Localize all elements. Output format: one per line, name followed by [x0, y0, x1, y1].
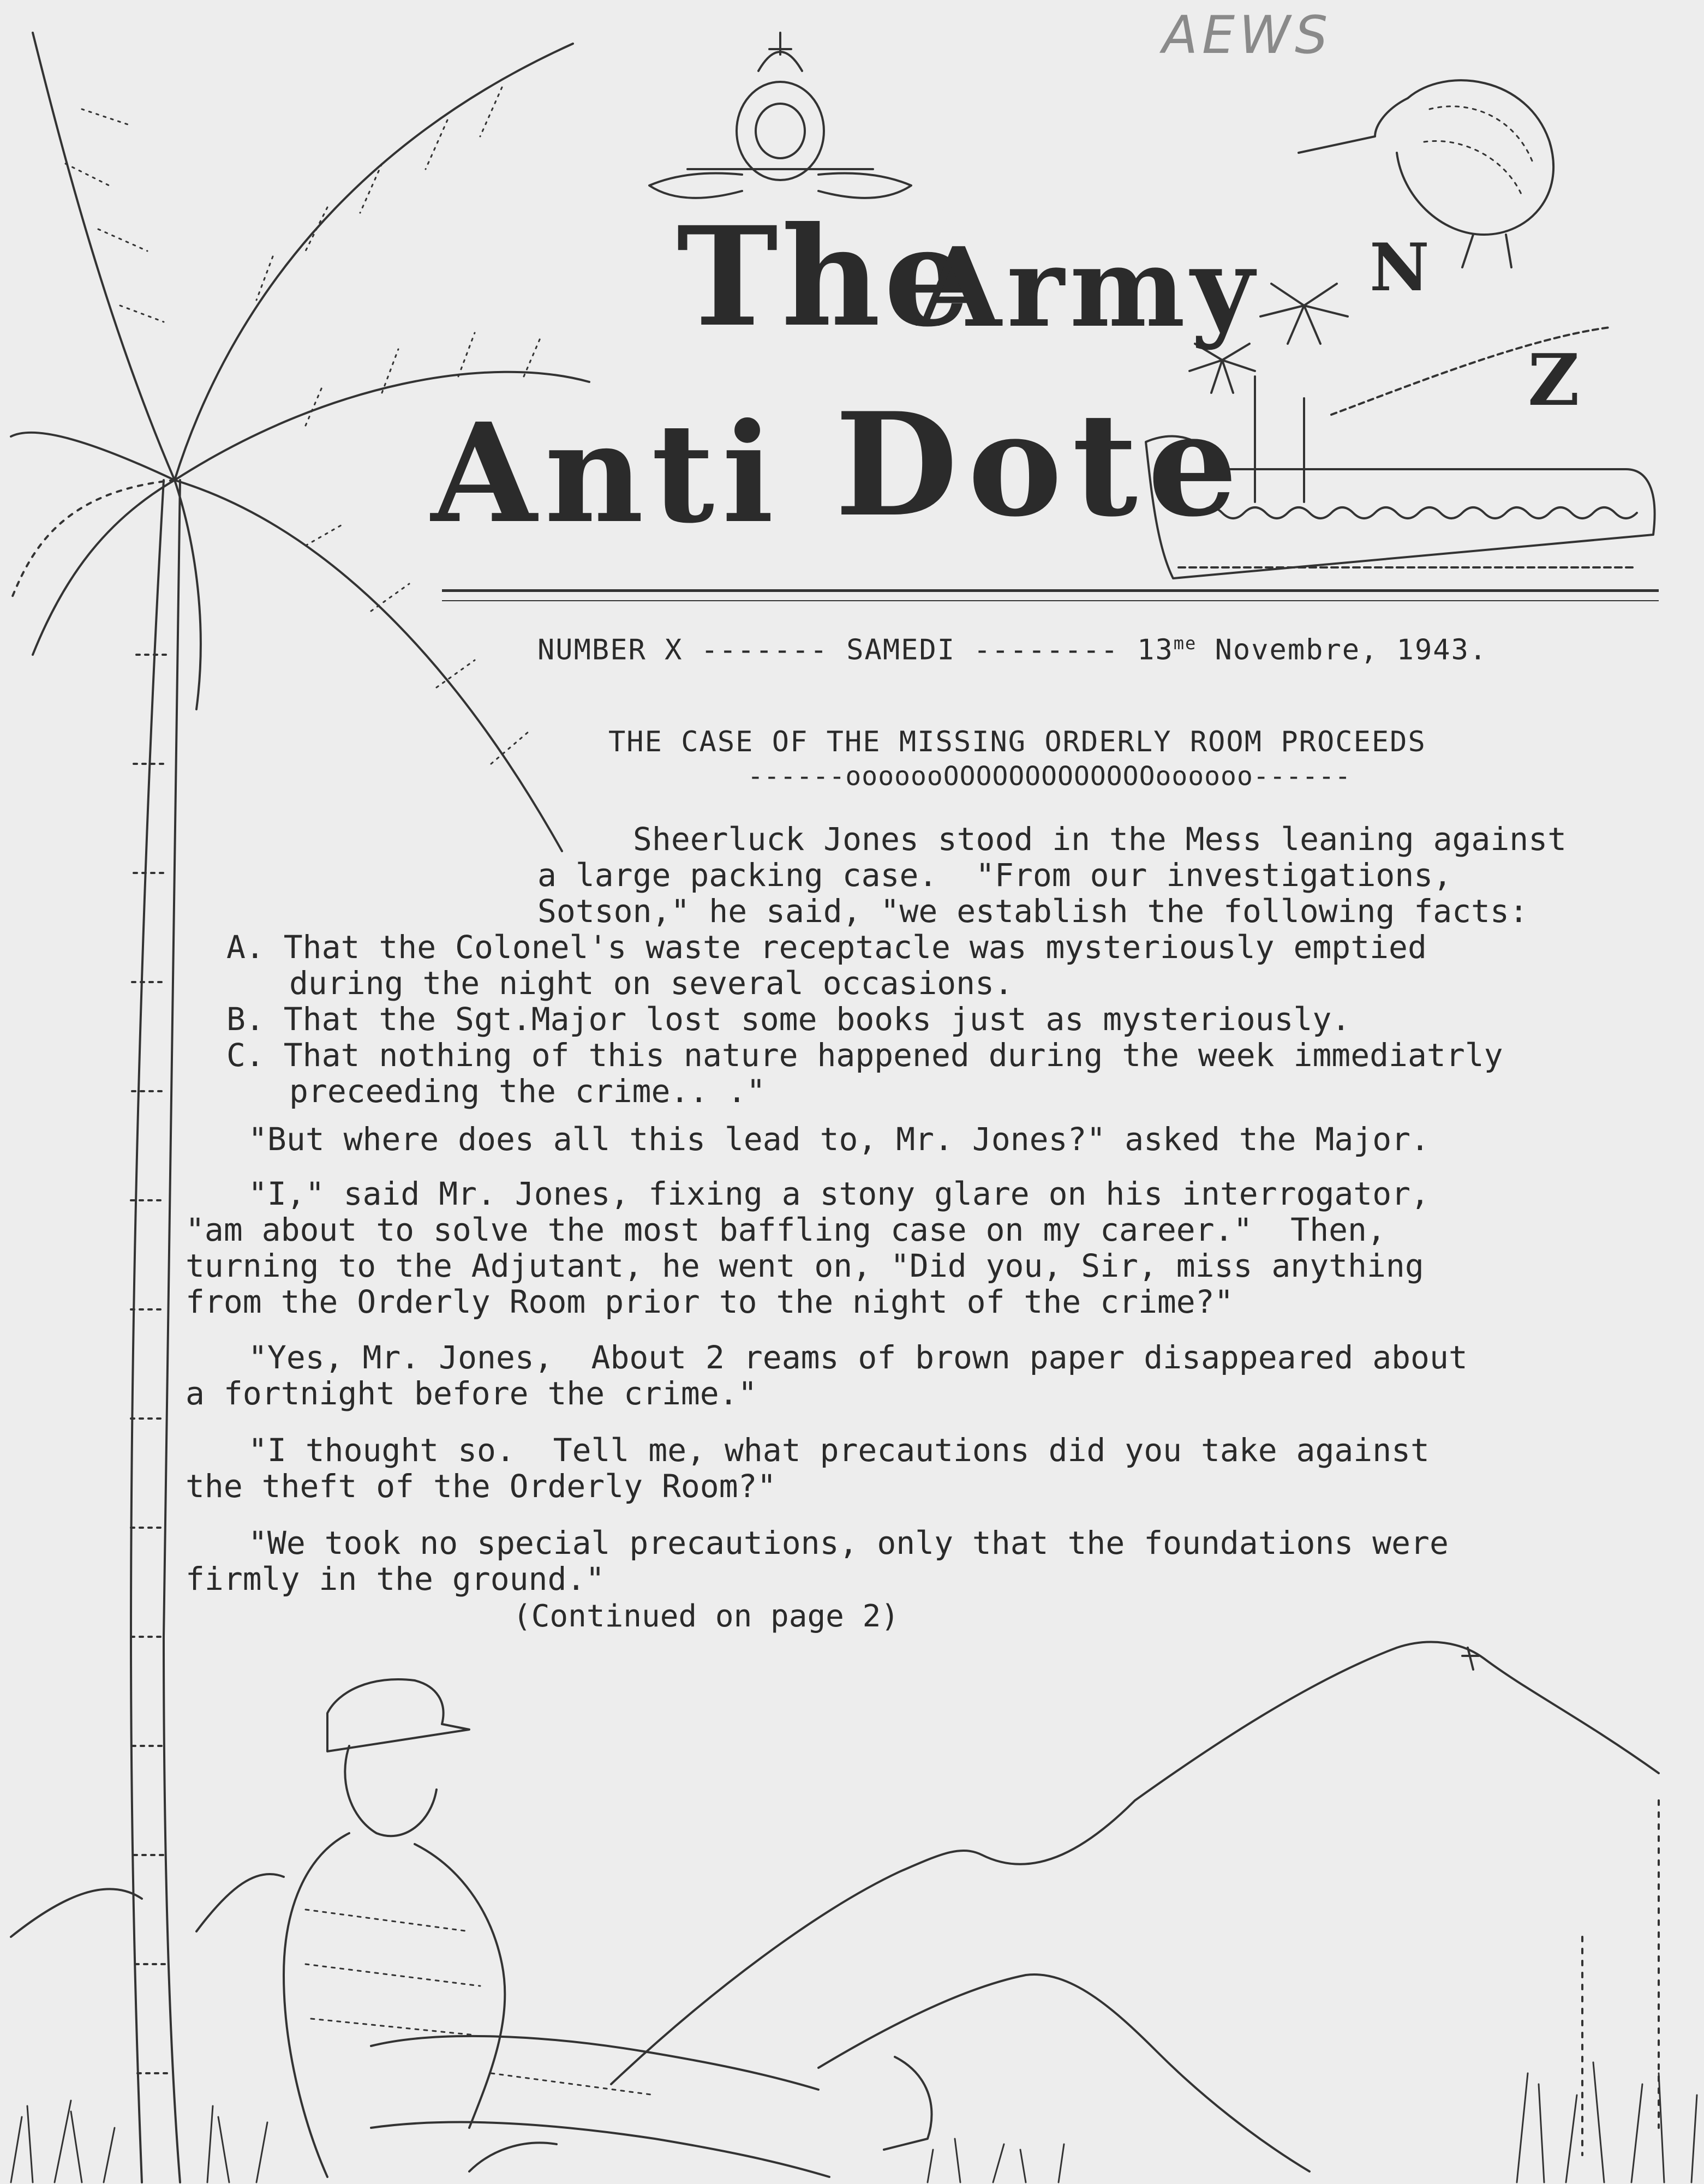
issue-number: NUMBER X	[537, 633, 683, 667]
handwritten-annotation: AEWS	[1162, 5, 1332, 65]
text-line: C. That nothing of this nature happened during the week immediatrly	[226, 1037, 1503, 1074]
issue-date-suffix: me	[1173, 633, 1197, 654]
text-line: during the night on several occasions.	[289, 965, 1013, 1002]
text-line: Sheerluck Jones stood in the Mess leaning against	[633, 821, 1567, 858]
masthead-the: The	[677, 196, 974, 357]
issue-date-day: 13	[1137, 633, 1174, 667]
text-line: B. That the Sgt.Major lost some books just as mysteriously.	[226, 1001, 1351, 1038]
masthead-n: N	[1370, 229, 1430, 306]
text-line: "am about to solve the most baffling case on my career." Then,	[186, 1211, 1386, 1248]
regimental-crest-icon	[649, 33, 911, 198]
text-line: "I," said Mr. Jones, fixing a stony glare on his interrogator,	[248, 1175, 1430, 1212]
continued-note: (Continued on page 2)	[513, 1599, 900, 1634]
text-line: "Yes, Mr. Jones, About 2 reams of brown paper disappeared about	[248, 1339, 1468, 1376]
headline-decoration: ------ooooooOOOOOOOOOOOOOoooooo------	[748, 761, 1352, 792]
text-line: a fortnight before the crime."	[186, 1375, 757, 1412]
issue-date-rest: Novembre, 1943.	[1215, 633, 1488, 667]
mountains-icon	[11, 1642, 1659, 2171]
seated-soldier-icon	[284, 1679, 932, 2177]
text-line: "But where does all this lead to, Mr. Jones?" asked the Major.	[248, 1121, 1430, 1158]
masthead-dote: Dote	[835, 382, 1248, 548]
masthead-anti: Anti	[431, 393, 782, 553]
text-line: the theft of the Orderly Room?"	[186, 1468, 776, 1505]
text-line: preceeding the crime.. ."	[289, 1073, 766, 1110]
masthead-z: Z	[1528, 338, 1580, 422]
grass-icon	[11, 2062, 1697, 2182]
text-line: a large packing case. "From our investigations,	[537, 857, 1452, 894]
issue-day: SAMEDI	[846, 633, 956, 667]
masthead-rule-2	[442, 600, 1659, 601]
text-line: A. That the Colonel's waste receptacle was mysteriously emptied	[226, 929, 1427, 966]
text-line: Sotson," he said, "we establish the following facts:	[537, 893, 1528, 930]
text-line: "We took no special precautions, only that the foundations were	[248, 1524, 1449, 1561]
issue-line: NUMBER X ------- SAMEDI -------- $13^{me}$ Novembre, 1943.	[537, 633, 1488, 667]
masthead-rule	[442, 589, 1659, 592]
text-line: from the Orderly Room prior to the night of the crime?"	[186, 1283, 1234, 1320]
text-line: turning to the Adjutant, he went on, "Did you, Sir, miss anything	[186, 1247, 1424, 1284]
text-line: "I thought so. Tell me, what precautions did you take against	[248, 1432, 1430, 1469]
masthead-army: Army	[917, 224, 1260, 352]
text-line: firmly in the ground."	[186, 1560, 605, 1597]
article-headline: THE CASE OF THE MISSING ORDERLY ROOM PROCEEDS	[608, 726, 1426, 758]
